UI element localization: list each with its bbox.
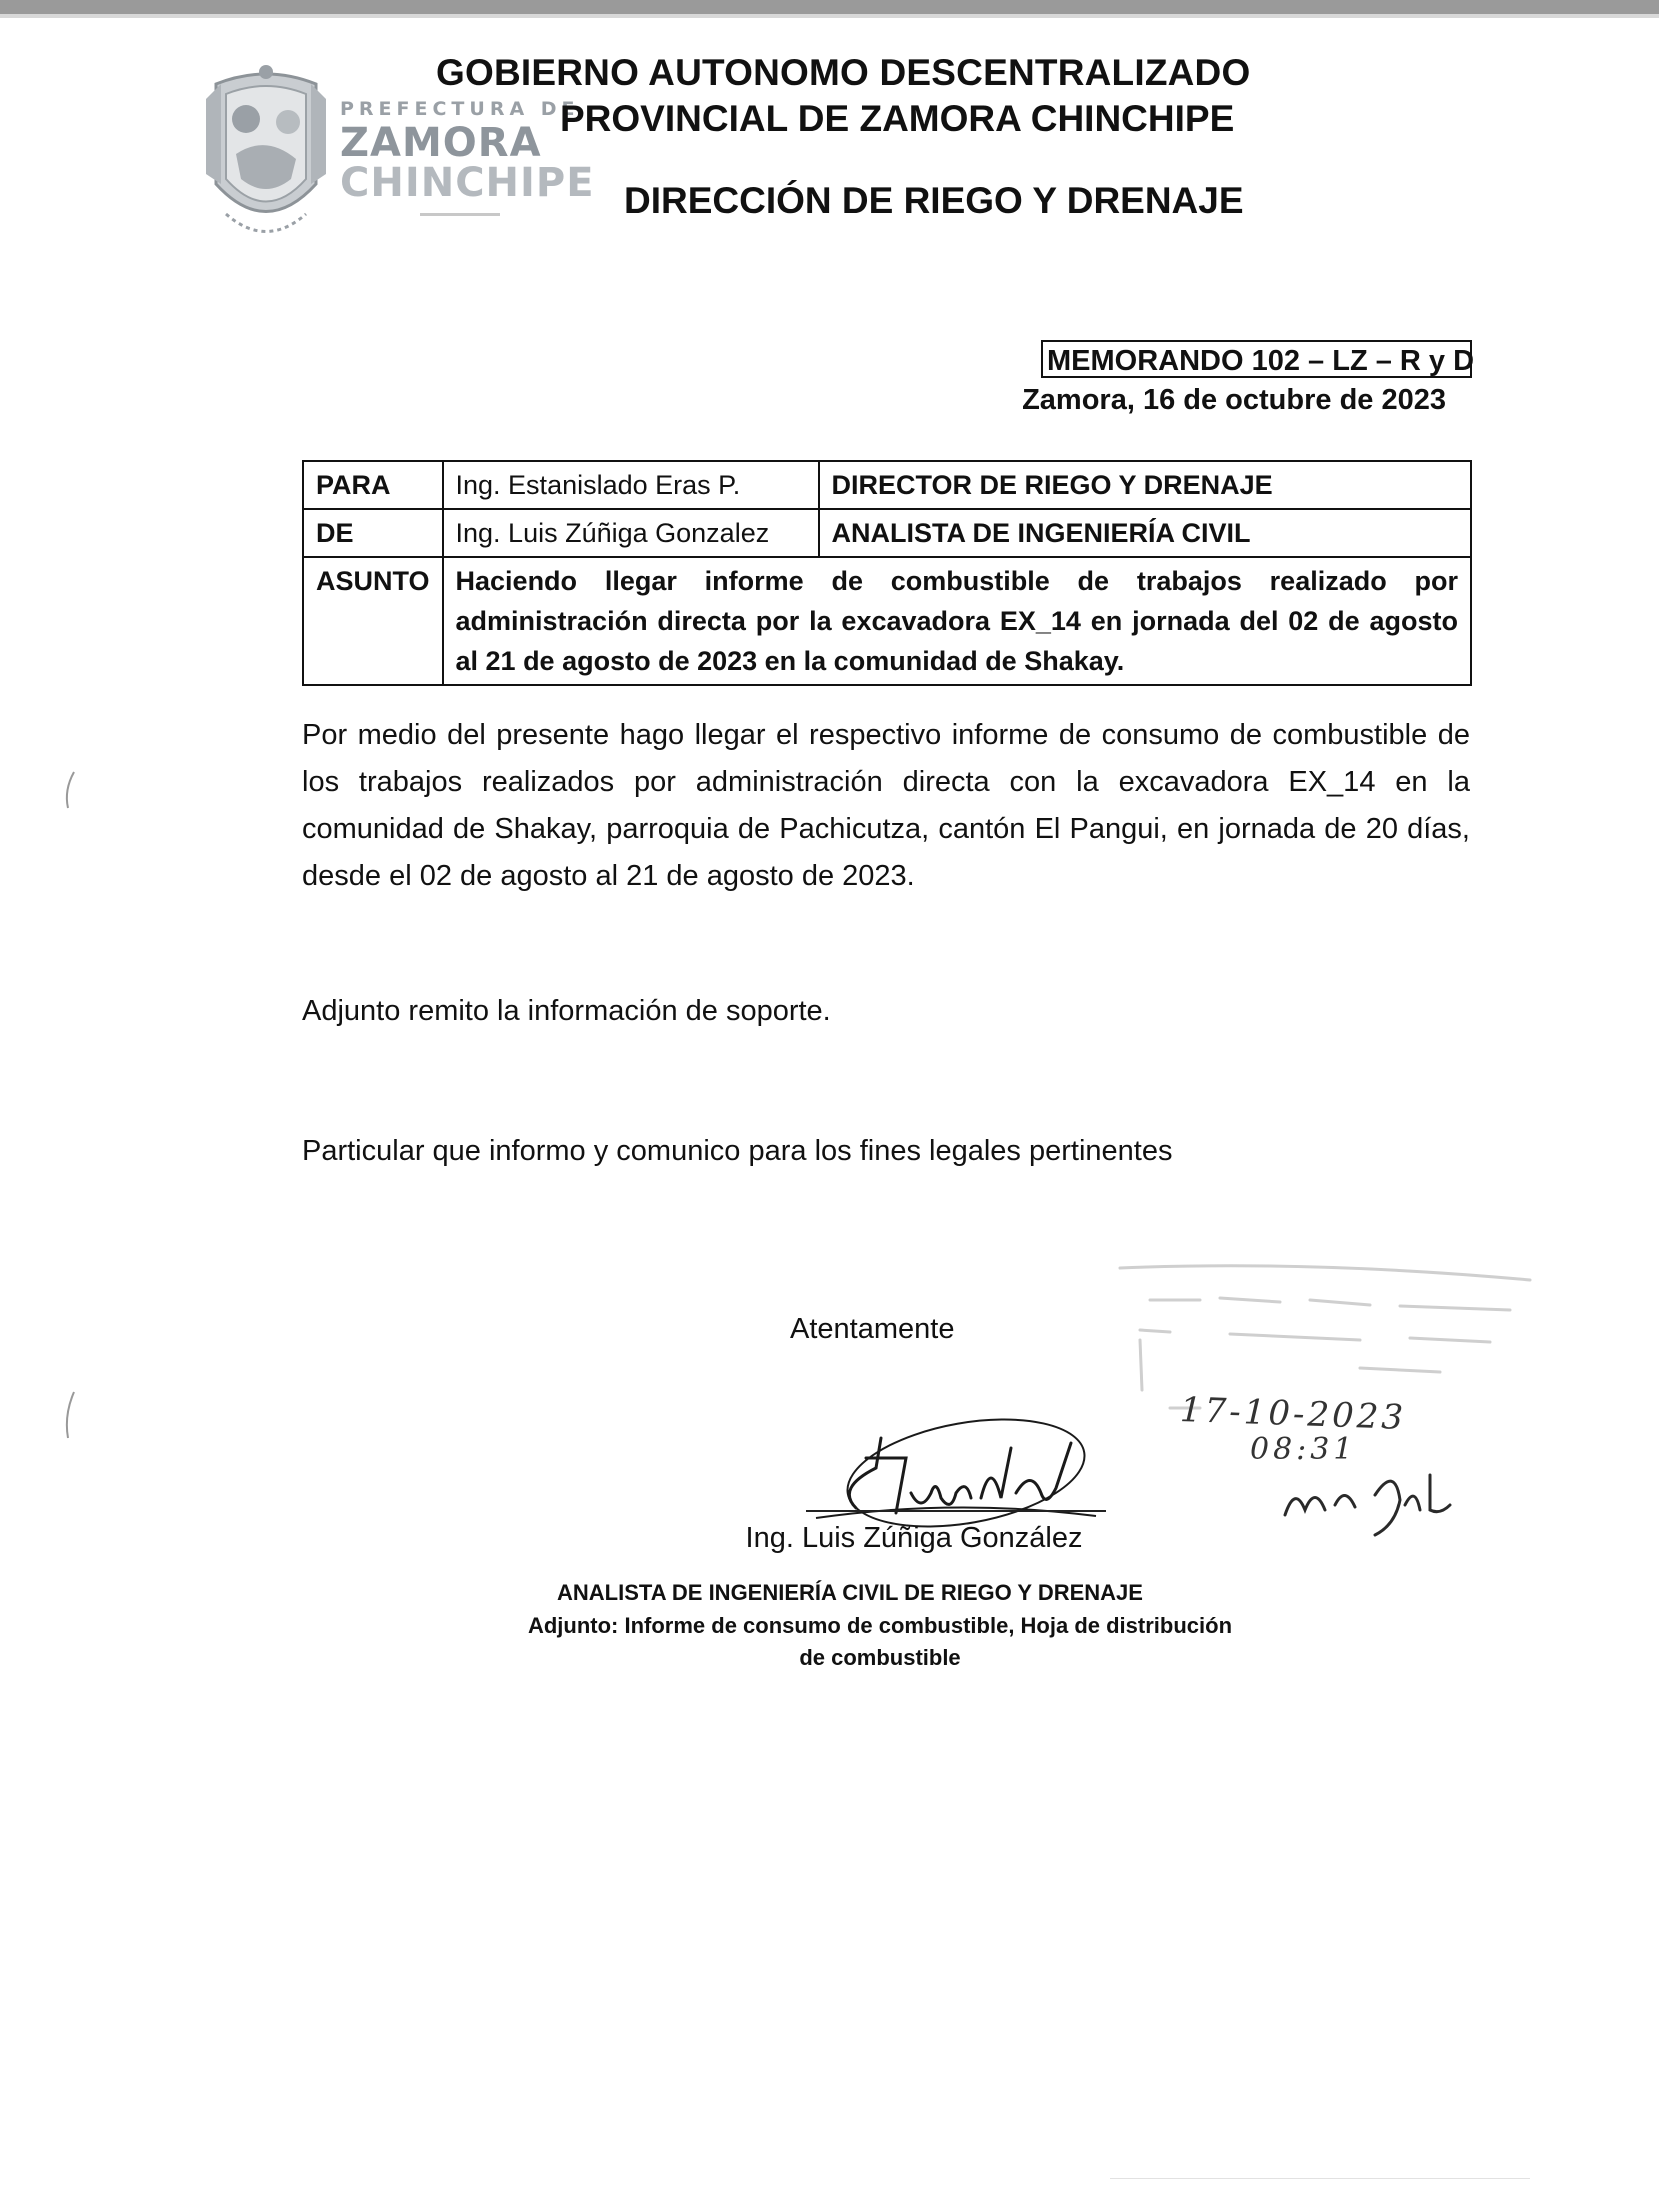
signer-name: Ing. Luis Zúñiga González <box>745 1522 1083 1554</box>
margin-mark-icon <box>62 1390 78 1440</box>
prefectura-logo-text <box>340 100 595 216</box>
body-paragraph-3: Particular que informo y comunico para los fines legales pertinentes <box>302 1135 1173 1167</box>
prefectura-emblem-icon <box>196 64 336 254</box>
routing-name: Ing. Luis Zúñiga Gonzalez <box>443 509 819 557</box>
attachments-line-2: de combustible <box>799 1645 961 1670</box>
routing-row-asunto <box>303 557 1471 685</box>
signer-role: ANALISTA DE INGENIERÍA CIVIL DE RIEGO Y DRENAJE <box>557 1580 1143 1605</box>
attachments-line-1: Adjunto: Informe de consumo de combustible, Hoja de distribución <box>527 1613 1233 1638</box>
salutation: Atentamente <box>790 1313 955 1345</box>
reception-date: 17-10-2023 <box>1179 1390 1407 1438</box>
body-paragraph-1: Por medio del presente hago llegar el respectivo informe de consumo de combustible de los trabajos realizados por administración directa con la excavadora EX_14 en la comunidad de Shakay, parroquia de Pachicutza, cantón El Pangui, en jornada de 20 días, desde el 02 de agosto al 21 de agosto de 2023. <box>302 719 1470 892</box>
scan-top-edge <box>0 14 1659 18</box>
scan-top-bar <box>0 0 1659 14</box>
routing-table <box>302 460 1472 686</box>
memo-place-date: Zamora, 16 de octubre de 2023 <box>1022 384 1446 416</box>
org-title-line1: GOBIERNO AUTONOMO DESCENTRALIZADO <box>436 52 1251 93</box>
reception-time: 08:31 <box>1250 1432 1357 1467</box>
logo-underline <box>420 213 500 216</box>
logo-line1: ZAMORA <box>340 120 542 166</box>
routing-role: DIRECTOR DE RIEGO Y DRENAJE <box>819 461 1471 509</box>
org-title-line2: PROVINCIAL DE ZAMORA CHINCHIPE <box>560 98 1235 139</box>
reception-initials-icon <box>1280 1455 1460 1545</box>
subject-label: ASUNTO <box>303 557 443 685</box>
memo-reference: MEMORANDO 102 – LZ – R y D <box>1041 340 1472 378</box>
routing-row-de <box>303 509 1471 557</box>
department-title: DIRECCIÓN DE RIEGO Y DRENAJE <box>624 180 1244 221</box>
scan-bottom-line <box>1110 2178 1530 2179</box>
logo-line2: CHINCHIPE <box>340 160 595 206</box>
routing-name: Ing. Estanislado Eras P. <box>443 461 819 509</box>
routing-row-para <box>303 461 1471 509</box>
attachments-note <box>480 1610 1280 1674</box>
body-paragraph-2: Adjunto remito la información de soporte. <box>302 995 831 1027</box>
routing-label: PARA <box>303 461 443 509</box>
margin-mark-icon <box>62 770 78 810</box>
routing-role: ANALISTA DE INGENIERÍA CIVIL <box>819 509 1471 557</box>
signature-line <box>806 1510 1106 1512</box>
subject-text: Haciendo llegar informe de combustible de trabajos realizado por administración directa por la excavadora EX_14 en jornada del 02 de agosto al 21 de agosto de 2023 en la comunidad de Shakay. <box>443 557 1471 685</box>
logo-small-text: PREFECTURA DE <box>340 98 580 120</box>
routing-label: DE <box>303 509 443 557</box>
